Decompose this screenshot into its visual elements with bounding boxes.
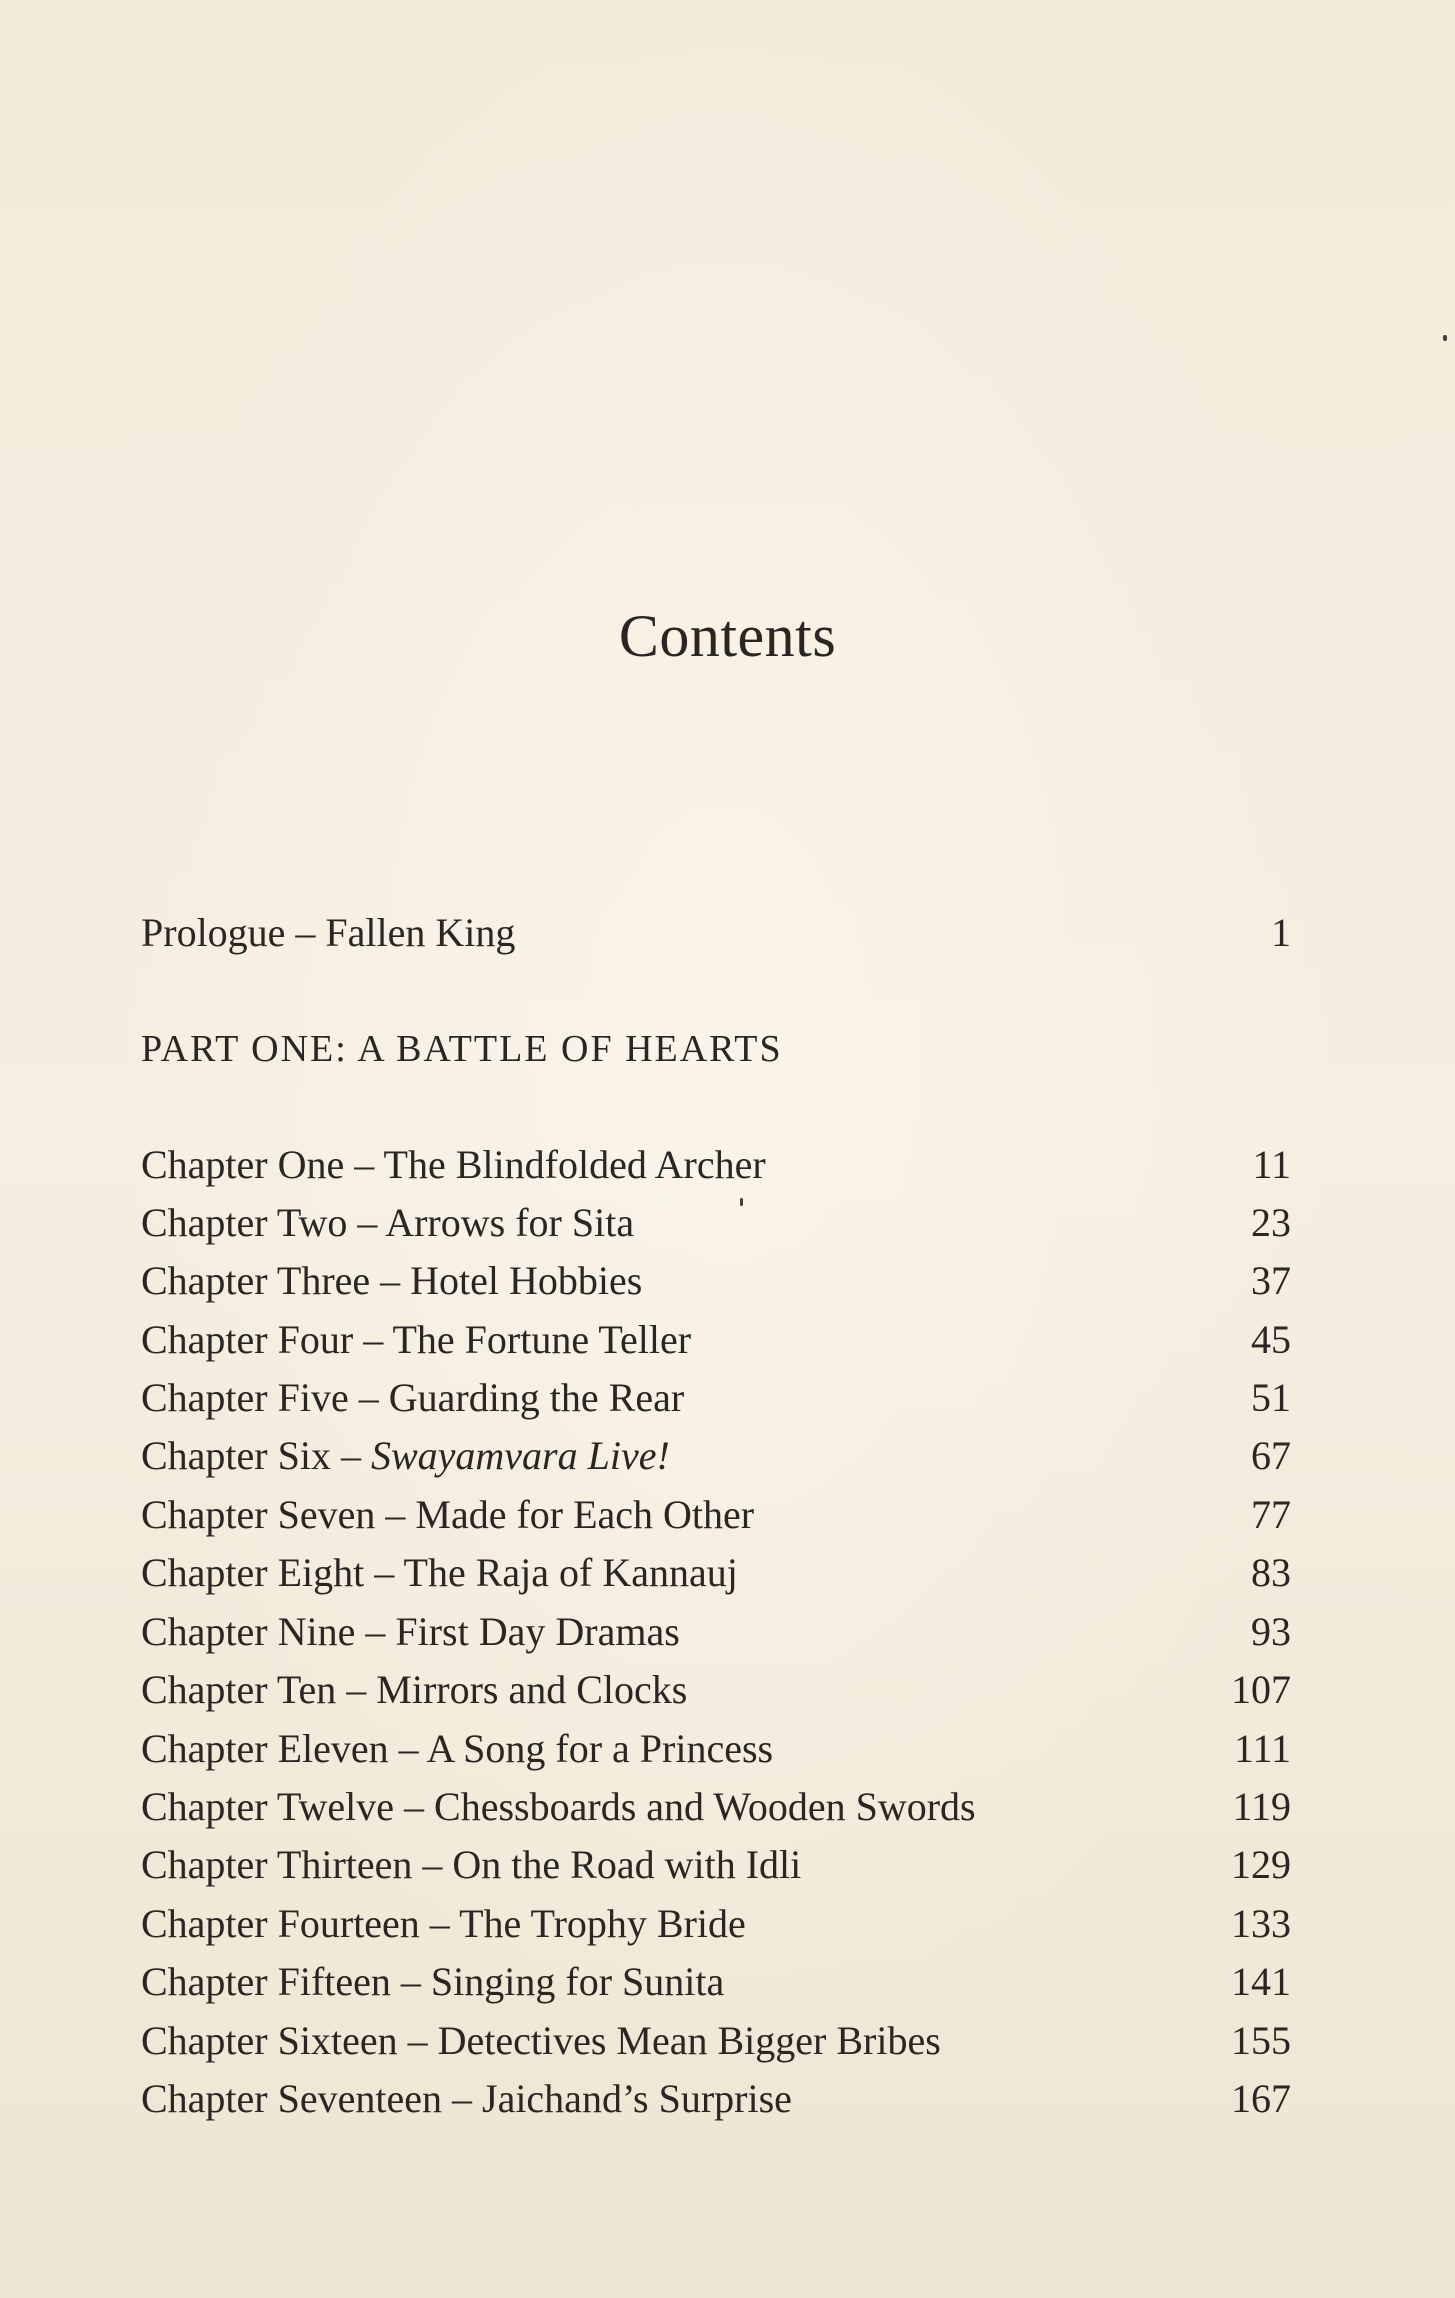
toc-entry-prologue [141,904,1291,962]
toc-entry-chapter-ten [141,1661,1291,1719]
toc-entry-page-number: 83 [1251,1550,1291,1595]
toc-entry-chapter-two [141,1194,1291,1252]
toc-entry-label: Chapter Five – Guarding the Rear [141,1375,685,1420]
toc-entry-label: Chapter Eight – The Raja of Kannauj [141,1550,738,1595]
toc-entry-page-number: 167 [1231,2076,1291,2121]
toc-entry-page-number: 119 [1232,1784,1291,1829]
toc-entry-page-number: 37 [1251,1258,1291,1303]
toc-entry-chapter-four [141,1311,1291,1369]
toc-entry-page-number: 111 [1233,1726,1291,1771]
toc-entry-label: Chapter Thirteen – On the Road with Idli [141,1842,802,1887]
toc-entry-label: Chapter Seven – Made for Each Other [141,1492,755,1537]
toc-entry-label: Prologue – Fallen King [141,910,516,955]
toc-entry-chapter-one [141,1136,1291,1194]
toc-entry-page-number: 23 [1251,1200,1291,1245]
toc-entry-chapter-eleven [141,1720,1291,1778]
toc-entry-chapter-eight [141,1544,1291,1602]
toc-entry-label: Chapter Fifteen – Singing for Sunita [141,1959,725,2004]
toc-entry-chapter-thirteen [141,1836,1291,1894]
toc-entry-label: Chapter Nine – First Day Dramas [141,1609,680,1654]
toc-entry-label: Chapter Fourteen – The Trophy Bride [141,1901,746,1946]
toc-entry-chapter-seventeen [141,2070,1291,2128]
toc-entry-label: Chapter Four – The Fortune Teller [141,1317,692,1362]
toc-entry-chapter-six [141,1427,1291,1485]
toc-entry-label: Chapter Seventeen – Jaichand’s Surprise [141,2076,792,2121]
toc-entry-page-number: 45 [1251,1317,1291,1362]
toc-entry-label: Chapter Eleven – A Song for a Princess [141,1726,774,1771]
toc-entry-chapter-five [141,1369,1291,1427]
toc-entry-page-number: 67 [1251,1433,1291,1478]
toc-entry-page-number: 1 [1271,910,1291,955]
toc-entry-label: Chapter Sixteen – Detectives Mean Bigger Bribes [141,2018,941,2063]
toc-entry-label: Chapter Three – Hotel Hobbies [141,1258,643,1303]
toc-entry-label: Chapter Twelve – Chessboards and Wooden Swords [141,1784,976,1829]
part-one-heading: PART ONE: A BATTLE OF HEARTS [141,1028,783,1070]
contents-heading: Contents [618,603,837,669]
toc-entry-page-number: 107 [1231,1667,1291,1712]
paper-speck [1443,335,1447,341]
toc-entry-label-prefix: Chapter Six – [141,1433,371,1478]
toc-entry-page-number: 155 [1231,2018,1291,2063]
toc-entry-chapter-seven [141,1486,1291,1544]
toc-entry-page-number: 141 [1231,1959,1291,2004]
toc-entry-chapter-nine [141,1603,1291,1661]
toc-entry-page-number: 129 [1231,1842,1291,1887]
toc-entry-label-italic: Swayamvara Live! [370,1433,670,1478]
toc-entry-label [141,1427,670,1485]
toc-entry-chapter-twelve [141,1778,1291,1836]
toc-entry-page-number: 51 [1251,1375,1291,1420]
toc-entry-page-number: 77 [1251,1492,1291,1537]
toc-entry-page-number: 93 [1251,1609,1291,1654]
toc-entry-chapter-fifteen [141,1953,1291,2011]
toc-entry-page-number: 11 [1252,1142,1291,1187]
toc-entry-label: Chapter One – The Blindfolded Archer [141,1142,766,1187]
toc-entry-chapter-sixteen [141,2012,1291,2070]
toc-entry-chapter-fourteen [141,1895,1291,1953]
toc-entry-label: Chapter Two – Arrows for Sita [141,1200,635,1245]
toc-entry-page-number: 133 [1231,1901,1291,1946]
toc-entry-label: Chapter Ten – Mirrors and Clocks [141,1667,688,1712]
paper-speck [740,1198,743,1206]
toc-entry-chapter-three [141,1252,1291,1310]
